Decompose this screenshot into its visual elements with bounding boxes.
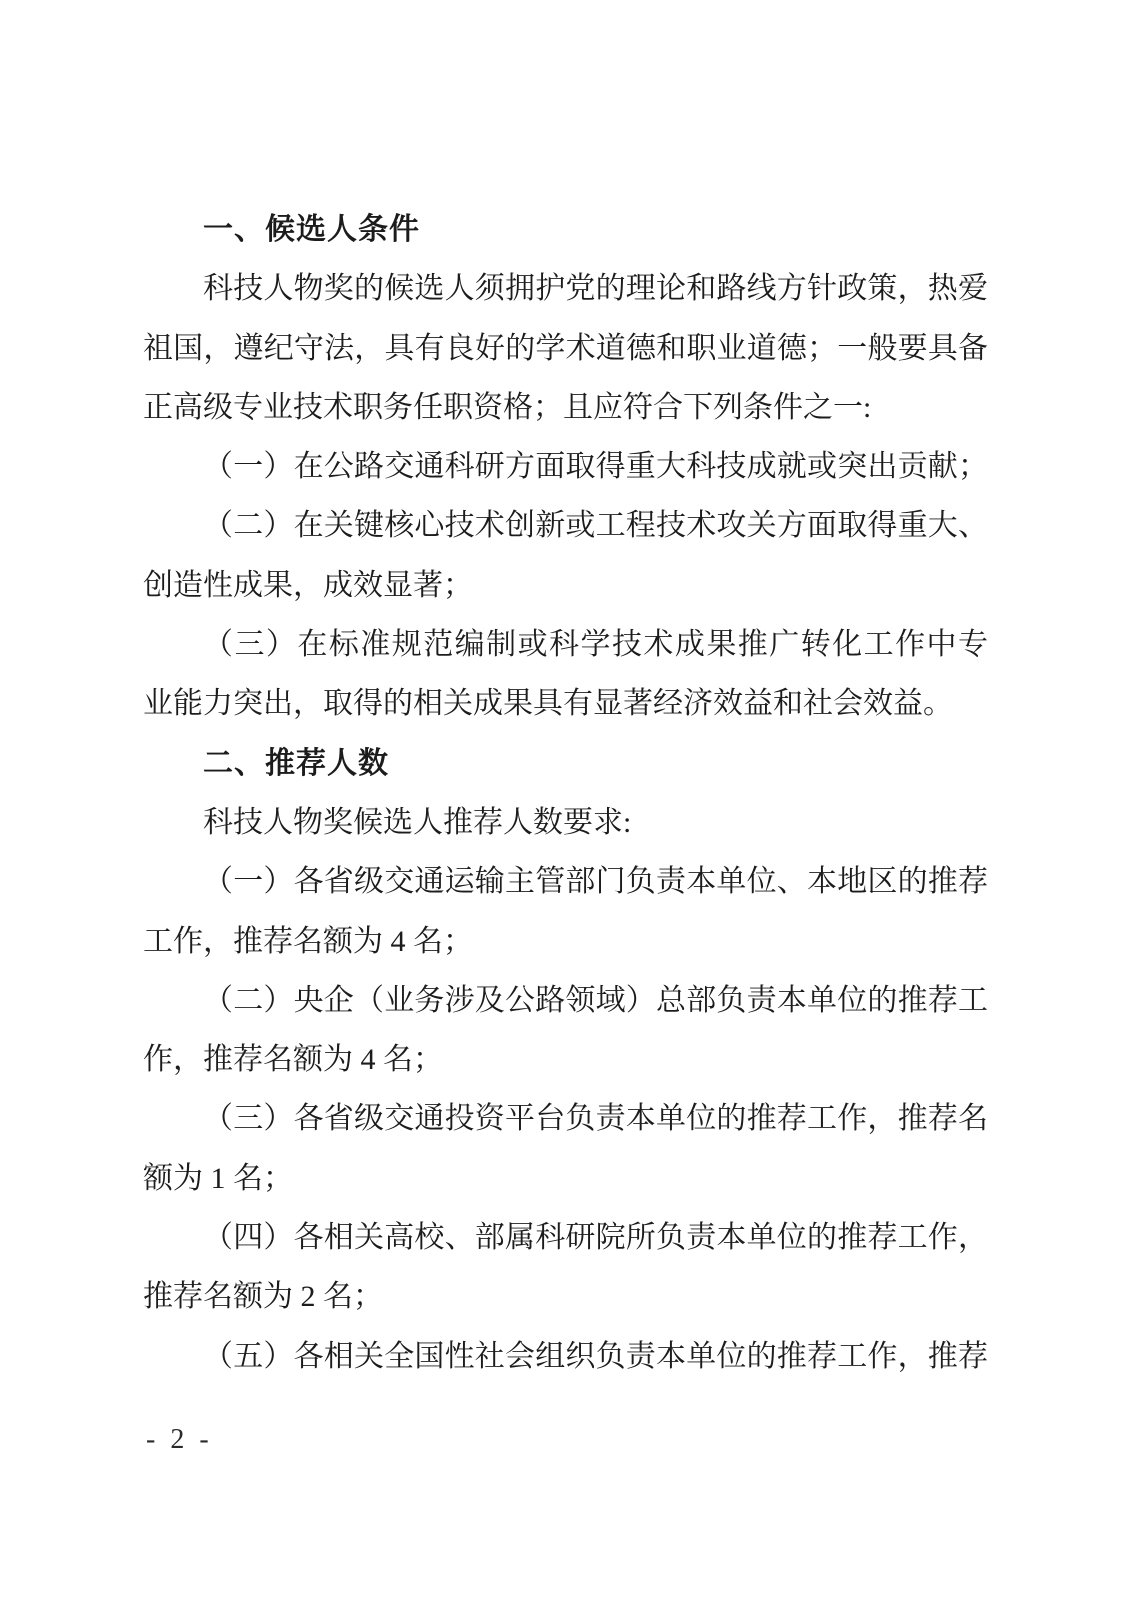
body-line: 作，推荐名额为 4 名； <box>143 1043 443 1077</box>
body-line: 创造性成果，成效显著； <box>143 568 473 602</box>
body-line: 正高级专业技术职务任职资格；且应符合下列条件之一: <box>143 390 872 424</box>
body-line: 科技人物奖的候选人须拥护党的理论和路线方针政策，热爱 <box>203 272 988 306</box>
document-body <box>143 200 988 1386</box>
body-line-item-3: （三）各省级交通投资平台负责本单位的推荐工作，推荐名 <box>203 1102 988 1136</box>
page-number: - 2 - <box>146 1424 213 1455</box>
body-line: 推荐名额为 2 名； <box>143 1280 383 1314</box>
body-line-item-4: （四）各相关高校、部属科研院所负责本单位的推荐工作， <box>203 1221 988 1255</box>
body-line-item-3: （三）在标准规范编制或科学技术成果推广转化工作中专 <box>203 628 988 662</box>
body-line-item-1: （一）各省级交通运输主管部门负责本单位、本地区的推荐 <box>203 865 988 899</box>
body-line: 工作，推荐名额为 4 名； <box>143 924 473 958</box>
section-heading-candidate-conditions: 一、候选人条件 <box>203 213 420 246</box>
body-line: 祖国，遵纪守法，具有良好的学术道德和职业道德；一般要具备 <box>143 331 988 365</box>
body-line-item-1: （一）在公路交通科研方面取得重大科技成就或突出贡献； <box>203 450 988 484</box>
page-footer <box>146 1424 213 1456</box>
section-heading-recommendation-count: 二、推荐人数 <box>203 746 389 780</box>
body-line: 科技人物奖候选人推荐人数要求: <box>203 805 632 839</box>
body-line: 额为 1 名； <box>143 1161 293 1195</box>
body-line-item-2: （二）央企（业务涉及公路领域）总部负责本单位的推荐工 <box>203 983 988 1017</box>
body-line-item-5: （五）各相关全国性社会组织负责本单位的推荐工作，推荐 <box>203 1339 988 1373</box>
body-line-item-2: （二）在关键核心技术创新或工程技术攻关方面取得重大、 <box>203 509 988 543</box>
body-line: 业能力突出，取得的相关成果具有显著经济效益和社会效益。 <box>143 687 953 721</box>
